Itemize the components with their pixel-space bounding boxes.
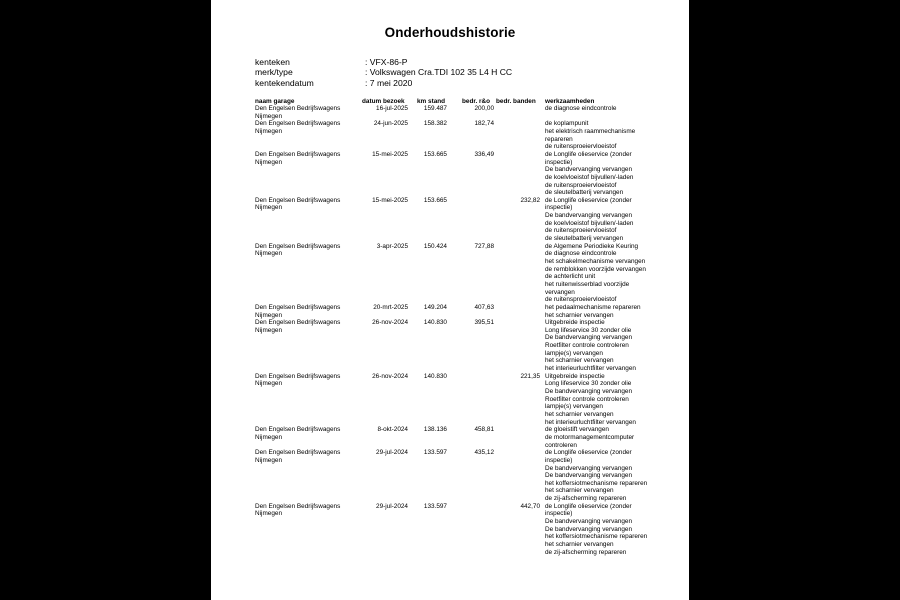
work-line: de koplampunit bbox=[545, 120, 589, 128]
table-row bbox=[211, 151, 689, 197]
work-description bbox=[545, 373, 657, 427]
work-line: De bandvervanging vervangen bbox=[545, 388, 633, 396]
work-description bbox=[545, 426, 657, 449]
visit-date: 15-mei-2025 bbox=[372, 196, 408, 204]
work-description bbox=[545, 319, 657, 373]
garage-name: Den Engelsen Bedrijfswagens Nijmegen bbox=[255, 319, 341, 334]
column-header-garage: naam garage bbox=[255, 98, 295, 105]
work-description bbox=[545, 304, 657, 319]
amount-ro: 407,63 bbox=[474, 303, 494, 311]
column-header-km: km stand bbox=[417, 98, 446, 105]
mileage: 159.487 bbox=[423, 105, 447, 112]
mileage: 140.830 bbox=[423, 372, 447, 380]
table-row bbox=[211, 449, 689, 503]
table-row bbox=[211, 426, 689, 449]
work-line: de Longlife olieservice (zonder bbox=[545, 449, 632, 457]
work-description bbox=[545, 151, 657, 197]
work-line: de koelvloeistof bijvullen/-laden bbox=[545, 173, 634, 181]
work-line: het schakelmechanisme vervangen bbox=[545, 257, 646, 265]
work-line: de ruitensproeiervloeistof bbox=[545, 296, 617, 304]
work-line: de Longlife olieservice (zonder bbox=[545, 502, 632, 510]
vehicle-info-row bbox=[255, 57, 655, 67]
work-line: de sleutelbatterij vervangen bbox=[545, 235, 624, 243]
amount-ro: 182,74 bbox=[474, 120, 494, 128]
garage-name: Den Engelsen Bedrijfswagens Nijmegen bbox=[255, 242, 341, 258]
work-line: het pedaalmechanisme repareren bbox=[545, 303, 641, 311]
work-line: de diagnose eindcontrole bbox=[545, 250, 617, 258]
mileage: 133.597 bbox=[423, 449, 447, 457]
work-line: De bandvervanging vervangen bbox=[545, 212, 633, 220]
work-line: Long lifeservice 30 zonder olie bbox=[545, 326, 632, 334]
garage-name: Den Engelsen Bedrijfswagens Nijmegen bbox=[255, 105, 341, 120]
work-line: inspectie) bbox=[545, 158, 573, 166]
work-line: de ruitensproeiervloeistof bbox=[545, 227, 617, 235]
work-line: het koffersiotmechanisme repareren bbox=[545, 479, 648, 487]
mileage: 149.204 bbox=[423, 303, 447, 311]
column-header-ro: bedr. r&o bbox=[462, 98, 491, 105]
vehicle-info-value: : VFX-86-P bbox=[365, 57, 408, 67]
work-line: Roetfilter controle controleren bbox=[545, 395, 629, 403]
visit-date: 20-mrt-2025 bbox=[373, 303, 408, 311]
garage-name: Den Engelsen Bedrijfswagens Nijmegen bbox=[255, 303, 341, 319]
vehicle-info-label: merk/type bbox=[255, 67, 293, 78]
work-line: lampje(s) vervangen bbox=[545, 349, 603, 357]
mileage: 150.424 bbox=[423, 242, 447, 250]
vehicle-info-label: kentekendatum bbox=[255, 77, 314, 88]
amount-banden: 232,82 bbox=[520, 196, 540, 204]
table-row bbox=[211, 319, 689, 373]
work-description bbox=[545, 120, 657, 151]
mileage: 140.830 bbox=[423, 319, 447, 327]
vehicle-info-value: : 7 mei 2020 bbox=[365, 77, 413, 88]
work-line: het interieurluchtfilter vervangen bbox=[545, 418, 636, 426]
work-line: de zij-afscherming repareren bbox=[545, 548, 627, 556]
work-line: inspectie) bbox=[545, 204, 573, 212]
work-line: het scharnier vervangen bbox=[545, 410, 614, 418]
visit-date: 26-nov-2024 bbox=[372, 372, 408, 380]
work-line: het scharnier vervangen bbox=[545, 541, 614, 549]
vehicle-info bbox=[255, 57, 655, 88]
column-header-banden: bedr. banden bbox=[496, 98, 536, 105]
garage-name: Den Engelsen Bedrijfswagens Nijmegen bbox=[255, 372, 341, 388]
work-line: De bandvervanging vervangen bbox=[545, 472, 633, 480]
work-line: de koelvloeistof bijvullen/-laden bbox=[545, 219, 634, 227]
visit-date: 8-okt-2024 bbox=[377, 426, 408, 434]
work-line: Uitgebreide inspectie bbox=[545, 319, 605, 327]
work-line: de sleutelbatterij vervangen bbox=[545, 189, 624, 197]
vehicle-info-row bbox=[255, 67, 655, 77]
visit-date: 3-apr-2025 bbox=[376, 242, 408, 250]
work-description bbox=[545, 243, 657, 304]
amount-ro: 200,00 bbox=[474, 105, 494, 112]
garage-name: Den Engelsen Bedrijfswagens Nijmegen bbox=[255, 426, 341, 441]
work-line: de motormanagementcomputer bbox=[545, 433, 635, 441]
visit-date: 24-jun-2025 bbox=[373, 120, 408, 128]
visit-date: 16-jul-2025 bbox=[376, 105, 408, 112]
work-line: de remblokken voorzijde vervangen bbox=[545, 265, 646, 273]
work-description bbox=[545, 105, 657, 113]
work-line: De bandvervanging vervangen bbox=[545, 525, 633, 533]
work-line: Long lifeservice 30 zonder olie bbox=[545, 380, 632, 388]
document-page bbox=[211, 0, 689, 600]
amount-banden: 221,35 bbox=[520, 372, 540, 380]
work-line: De bandvervanging vervangen bbox=[545, 464, 633, 472]
work-line: De bandvervanging vervangen bbox=[545, 166, 633, 174]
table-row bbox=[211, 105, 689, 120]
column-header-work: werkzaamheden bbox=[545, 98, 595, 105]
work-line: vervangen bbox=[545, 288, 575, 296]
visit-date: 26-nov-2024 bbox=[372, 319, 408, 327]
work-line: de ruitensproeiervloeistof bbox=[545, 181, 617, 189]
work-line: het scharnier vervangen bbox=[545, 357, 614, 365]
amount-ro: 336,49 bbox=[474, 150, 494, 158]
amount-banden: 442,70 bbox=[520, 502, 540, 510]
page-title: Onderhoudshistorie bbox=[384, 25, 516, 40]
table-row bbox=[211, 503, 689, 557]
vehicle-info-label: kenteken bbox=[255, 57, 290, 67]
work-line: inspectie) bbox=[545, 510, 573, 518]
work-line: het scharnier vervangen bbox=[545, 311, 614, 319]
table-row bbox=[211, 120, 689, 151]
work-line: de Longlife olieservice (zonder bbox=[545, 150, 632, 158]
work-line: inspectie) bbox=[545, 456, 573, 464]
work-description bbox=[545, 503, 657, 557]
work-line: de ruitensproeiervloeistof bbox=[545, 143, 617, 151]
amount-ro: 395,51 bbox=[474, 319, 494, 327]
amount-ro: 458,81 bbox=[474, 426, 494, 434]
garage-name: Den Engelsen Bedrijfswagens Nijmegen bbox=[255, 196, 341, 212]
work-line: het elektrisch raammechanisme bbox=[545, 127, 636, 135]
table-row bbox=[211, 243, 689, 304]
mileage: 153.665 bbox=[423, 150, 447, 158]
garage-name: Den Engelsen Bedrijfswagens Nijmegen bbox=[255, 449, 341, 464]
table-row bbox=[211, 373, 689, 427]
work-line: lampje(s) vervangen bbox=[545, 403, 603, 411]
vehicle-info-row bbox=[255, 78, 655, 88]
garage-name: Den Engelsen Bedrijfswagens Nijmegen bbox=[255, 502, 341, 518]
work-line: De bandvervanging vervangen bbox=[545, 518, 633, 526]
amount-ro: 727,88 bbox=[474, 242, 494, 250]
mileage: 158.382 bbox=[423, 120, 447, 128]
garage-name: Den Engelsen Bedrijfswagens Nijmegen bbox=[255, 150, 341, 166]
work-line: De bandvervanging vervangen bbox=[545, 334, 633, 342]
column-header-date: datum bezoek bbox=[362, 98, 405, 105]
work-line: het scharnier vervangen bbox=[545, 487, 614, 495]
work-line: de achterlicht unit bbox=[545, 273, 596, 281]
history-table bbox=[211, 105, 689, 556]
work-description bbox=[545, 449, 657, 503]
work-line: repareren bbox=[545, 135, 573, 143]
work-line: de Longlife olieservice (zonder bbox=[545, 196, 632, 204]
work-line: de Algemene Periodieke Keuring bbox=[545, 242, 639, 250]
work-line: controleren bbox=[545, 441, 577, 449]
table-row bbox=[211, 304, 689, 319]
table-row bbox=[211, 197, 689, 243]
mileage: 138.136 bbox=[423, 426, 447, 434]
visit-date: 15-mei-2025 bbox=[372, 150, 408, 158]
work-line: het interieurluchtfilter vervangen bbox=[545, 365, 636, 373]
work-line: de diagnose eindcontrole bbox=[545, 105, 617, 112]
garage-name: Den Engelsen Bedrijfswagens Nijmegen bbox=[255, 120, 341, 135]
mileage: 133.597 bbox=[423, 502, 447, 510]
amount-ro: 435,12 bbox=[474, 449, 494, 457]
work-line: Roetfilter controle controleren bbox=[545, 342, 629, 350]
mileage: 153.665 bbox=[423, 196, 447, 204]
visit-date: 29-jul-2024 bbox=[376, 502, 408, 510]
vehicle-info-value: : Volkswagen Cra.TDI 102 35 L4 H CC bbox=[365, 67, 513, 78]
work-description bbox=[545, 197, 657, 243]
work-line: de gloeistift vervangen bbox=[545, 426, 609, 434]
work-line: de zij-afscherming repareren bbox=[545, 495, 627, 503]
work-line: het ruitenwisserblad voorzijde bbox=[545, 280, 630, 288]
work-line: Uitgebreide inspectie bbox=[545, 372, 605, 380]
work-line: het koffersiotmechanisme repareren bbox=[545, 533, 648, 541]
visit-date: 29-jul-2024 bbox=[376, 449, 408, 457]
